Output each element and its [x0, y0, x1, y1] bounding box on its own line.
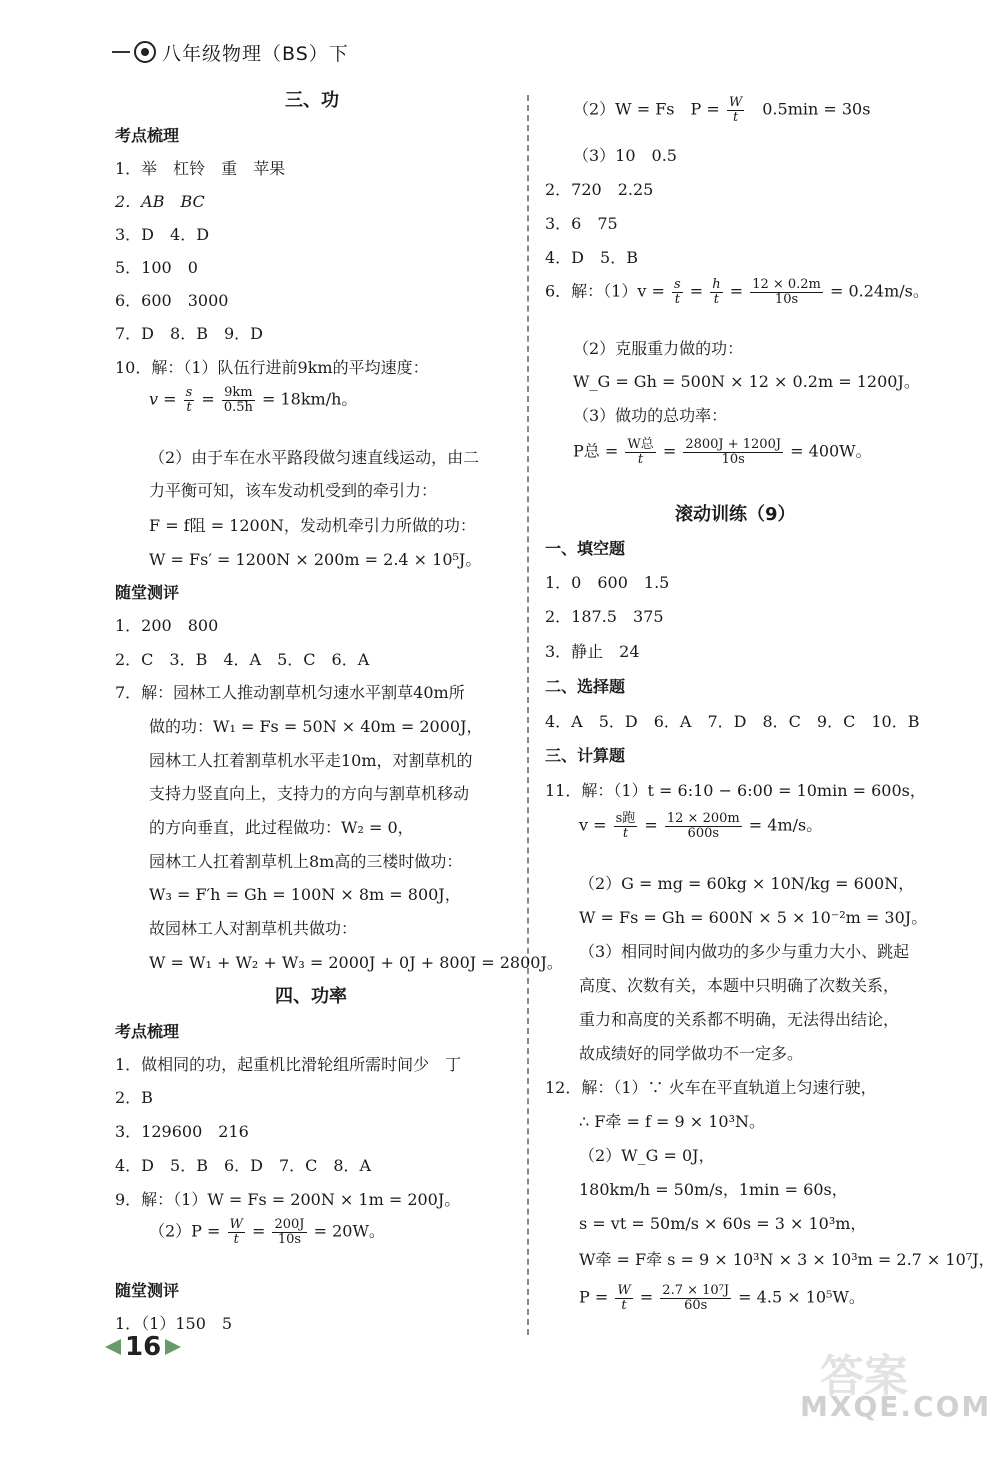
fraction [727, 96, 744, 124]
fraction [272, 1218, 306, 1246]
subheading-quiz: 随堂测评 [115, 583, 180, 602]
answer-line: ∴ F牵 = f = 9 × 10³N。 [579, 1112, 765, 1131]
fraction [625, 438, 655, 466]
answer-line: 5．100 0 [115, 258, 198, 277]
answer-line: 2．187.5 375 [545, 607, 664, 626]
answer-line: W = W₁ + W₂ + W₃ = 2000J + 0J + 800J = 2800J。 [149, 953, 563, 972]
page-number: 16 [125, 1332, 162, 1362]
answer-line: 180km/h = 50m/s，1min = 60s， [579, 1180, 848, 1199]
numerator: h [712, 277, 721, 292]
answer-line: 11．解：（1）t = 6:10 − 6:00 = 10min = 600s， [545, 781, 926, 800]
fraction [750, 278, 823, 306]
formula-text: = [657, 441, 682, 461]
answer-line: W₃ = F′h = Gh = 100N × 8m = 800J， [149, 885, 461, 904]
fraction [683, 438, 783, 466]
formula-text: = 4m/s。 [743, 815, 823, 835]
answer-line: 3．D 4．D [115, 225, 210, 244]
formula-text: = 4.5 × 10⁵W。 [733, 1287, 865, 1307]
formula-line [573, 438, 872, 466]
page-header [112, 36, 349, 68]
answer-line: 做的功：W₁ = Fs = 50N × 40m = 2000J， [149, 717, 483, 736]
answer-line: （2）由于车在水平路段做匀速直线运动，由二 [149, 448, 480, 467]
answer-line: 1．0 600 1.5 [545, 573, 670, 592]
answer-line: 3．静止 24 [545, 642, 640, 661]
answer-line: 7．解：园林工人推动割草机匀速水平割草40m所 [115, 683, 465, 702]
answer-line: 力平衡可知，该车发动机受到的牵引力： [149, 481, 438, 500]
denominator: t [233, 1231, 239, 1247]
series-logo-icon [134, 41, 156, 63]
right-ornament-icon [165, 1339, 181, 1355]
page-footer [105, 1332, 181, 1362]
answer-line: F = f阻 = 1200N，发动机牵引力所做的功： [149, 516, 476, 535]
header-dash [112, 51, 130, 53]
answer-line: 1．200 800 [115, 616, 219, 635]
formula-line [573, 96, 870, 124]
denominator: 0.5h [223, 399, 253, 415]
numerator: 9km [224, 385, 253, 400]
answer-line: 4．D 5．B 6．D 7．C 8．A [115, 1156, 372, 1175]
answer-line: 2．AB BC [115, 192, 205, 211]
formula-line [149, 1218, 385, 1246]
answer-line: （2）W_G = 0J， [579, 1146, 715, 1165]
answer-line: s = vt = 50m/s × 60s = 3 × 10³m， [579, 1214, 867, 1233]
answer-line: 的方向垂直，此过程做功：W₂ = 0， [149, 818, 414, 837]
subheading-quiz: 随堂测评 [115, 1281, 180, 1300]
fraction [672, 278, 683, 306]
answer-line: 3．6 75 [545, 214, 618, 233]
answer-line: W_G = Gh = 500N × 12 × 0.2m = 1200J。 [573, 372, 920, 391]
answer-line: 2．720 2.25 [545, 180, 654, 199]
answer-line: 4．A 5．D 6．A 7．D 8．C 9．C 10．B [545, 712, 920, 731]
answer-line: 支持力竖直向上，支持力的方向与割草机移动 [149, 784, 470, 803]
numerator: 2800J + 1200J [685, 437, 782, 452]
book-title: 八年级物理（BS）下 [162, 42, 349, 65]
answer-line: 9．解：（1）W = Fs = 200N × 1m = 200J。 [115, 1190, 461, 1209]
section-title-power: 四、功率 [275, 986, 347, 1007]
formula-line [579, 1284, 865, 1312]
formula-text: = [724, 281, 749, 301]
fraction [615, 1284, 632, 1312]
answer-line: W = Fs′ = 1200N × 200m = 2.4 × 10⁵J。 [149, 550, 482, 569]
answer-line: （3）做功的总功率： [573, 406, 728, 425]
watermark-logo: 答案 [820, 1351, 908, 1402]
column-divider [527, 95, 529, 1335]
watermark-text: MXQE.COM [800, 1390, 992, 1423]
section-title-work: 三、功 [285, 90, 339, 111]
numerator: 12 × 200m [666, 811, 740, 826]
denominator: t [186, 399, 192, 415]
answer-line: （3）相同时间内做功的多少与重力大小、跳起 [579, 942, 910, 961]
denominator: 10s [774, 291, 799, 307]
formula-text: = 18km/h。 [256, 389, 358, 409]
answer-line: 7．D 8．B 9．D [115, 324, 263, 343]
fraction [710, 278, 722, 306]
formula-text: = [196, 389, 220, 409]
fraction [222, 386, 255, 414]
answer-line: 园林工人扛着割草机水平走10m，对割草机的 [149, 751, 473, 770]
subheading-key-points: 考点梳理 [115, 1022, 180, 1041]
formula-text: 6．解：（1）v = [545, 281, 670, 301]
denominator: 10s [277, 1231, 302, 1247]
answer-line: 1．举 杠铃 重 苹果 [115, 159, 286, 178]
fraction [184, 386, 195, 414]
fraction [665, 812, 742, 840]
formula-text: = 20W。 [308, 1221, 385, 1241]
numerator: W [617, 1283, 631, 1298]
denominator: t [713, 291, 720, 307]
numerator: s跑 [615, 811, 636, 826]
answer-line: 10．解：（1）队伍行进前9km的平均速度： [115, 358, 429, 377]
formula-text: （2）W = Fs P = [573, 99, 725, 119]
formula-text: P = [579, 1287, 614, 1307]
formula-line [579, 812, 822, 840]
answer-line: 4．D 5．B [545, 248, 638, 267]
formula-text: = 400W。 [785, 441, 872, 461]
answer-line: 1．（1）150 5 [115, 1314, 233, 1333]
numerator: 12 × 0.2m [752, 277, 821, 292]
answer-line: W牵 = F牵 s = 9 × 10³N × 3 × 10³m = 2.7 × 10⁷J， [579, 1250, 995, 1269]
denominator: 60s [684, 1297, 708, 1313]
answer-line: （2）克服重力做的功： [573, 339, 744, 358]
denominator: t [674, 291, 680, 307]
formula-text: = [684, 281, 709, 301]
answer-line: 高度、次数有关，本题中只明确了次数关系， [579, 976, 900, 995]
answer-line: 故园林工人对割草机共做功： [149, 919, 358, 938]
denominator: t [732, 109, 739, 125]
formula-text: = [634, 1287, 659, 1307]
numerator: W [728, 95, 743, 110]
answer-line: （2）G = mg = 60kg × 10N/kg = 600N， [579, 874, 915, 893]
fraction [228, 1218, 245, 1246]
section-title-rolling-training: 滚动训练（9） [675, 504, 796, 525]
numerator: s [673, 277, 681, 292]
denominator: 600s [687, 825, 720, 841]
formula-text: （2）P = [149, 1221, 226, 1241]
answer-line: W = Fs = Gh = 600N × 5 × 10⁻²m = 30J。 [579, 908, 928, 927]
formula-text: v = [579, 815, 612, 835]
denominator: t [621, 1297, 627, 1313]
answer-line: 重力和高度的关系都不明确，无法得出结论， [579, 1010, 900, 1029]
formula-text: v = [149, 389, 182, 409]
formula-line [545, 278, 929, 306]
formula-text: = 0.24m/s。 [824, 281, 929, 301]
denominator: 10s [721, 451, 745, 467]
subheading-calculation: 三、计算题 [545, 746, 626, 765]
answer-line: 2．B [115, 1088, 153, 1107]
formula-text: = [246, 1221, 271, 1241]
subheading-key-points: 考点梳理 [115, 126, 180, 145]
numerator: 2.7 × 10⁷J [662, 1283, 730, 1298]
denominator: t [637, 451, 644, 467]
answer-line: 3．129600 216 [115, 1122, 249, 1141]
numerator: W [229, 1217, 243, 1232]
formula-line [149, 386, 357, 414]
answer-line: 1．做相同的功，起重机比滑轮组所需时间少 丁 [115, 1055, 462, 1074]
fraction [614, 812, 638, 840]
answer-line: 园林工人扛着割草机上8m高的三楼时做功： [149, 852, 463, 871]
subheading-fill-in: 一、填空题 [545, 539, 626, 558]
numerator: s [185, 385, 193, 400]
answer-line: 6．600 3000 [115, 291, 229, 310]
numerator: 200J [274, 1217, 305, 1232]
formula-text: 0.5min = 30s [746, 99, 871, 119]
formula-text: P总 = [573, 441, 624, 461]
answer-line: 故成绩好的同学做功不一定多。 [579, 1044, 804, 1063]
left-ornament-icon [105, 1339, 121, 1355]
answer-line: （3）10 0.5 [573, 146, 677, 165]
denominator: t [622, 825, 629, 841]
subheading-choice: 二、选择题 [545, 677, 626, 696]
answer-line: 2．C 3．B 4．A 5．C 6．A [115, 650, 370, 669]
formula-text: = [639, 815, 663, 835]
numerator: W总 [627, 437, 654, 452]
fraction [660, 1284, 731, 1312]
answer-line: 12．解：（1）∵ 火车在平直轨道上匀速行驶， [545, 1078, 877, 1097]
